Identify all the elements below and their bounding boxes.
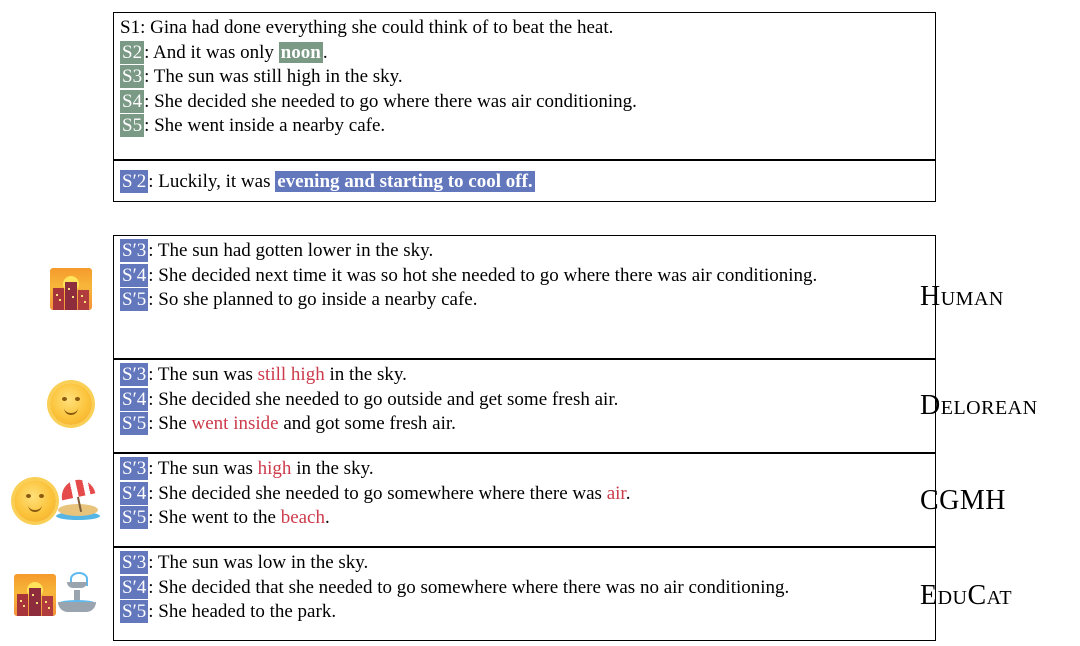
changed-span: still high [257,364,325,385]
result-row-delorean [114,358,935,452]
generated-sentence [120,576,930,601]
sentence-text: . [625,482,631,504]
sentence-tag: S′4 [122,482,147,504]
sentence-text: in the sky. [291,458,374,479]
counterfactual-sentence [114,159,935,201]
sentence-s5 [120,114,930,139]
sentence-tag: S′4 [122,388,147,410]
s2-prime-text: : Luckily, it was [148,171,276,192]
generated-sentence [120,363,930,388]
sentence-s3 [120,65,930,90]
generated-sentence [120,239,930,264]
sentence-tag: S′3 [122,240,147,261]
sentence-tag: S′3 [122,458,147,479]
changed-span: air [606,482,626,504]
generated-sentence [120,412,930,437]
s3-tag: S3 [122,66,143,87]
sentence-text: : She decided next time it was so hot she needed to go where there was air conditioning. [148,264,818,286]
fountain-icon [56,570,98,614]
model-label: CGMH [920,485,1007,516]
sentence-text: : She headed to the park. [148,601,337,622]
sentence-tag: S′3 [122,552,147,573]
sentence-text: in the sky. [324,364,407,385]
beach-umbrella-icon [56,478,100,520]
s2-prime-highlight: evening and starting to cool off. [277,171,533,192]
sentence-text: : So she planned to go inside a nearby cafe. [148,289,478,310]
sentence-tag: S′3 [122,364,147,385]
s4-text: : She decided she needed to go where there was air conditioning. [144,90,637,112]
sentence-tag: S′4 [122,264,147,286]
sunset-icon [50,268,92,310]
sentence-text: : The sun was [148,458,258,479]
s2-end: . [322,41,328,63]
s4-tag: S4 [122,90,143,112]
s2-highlight: noon [280,41,321,63]
sentence-text: : The sun had gotten lower in the sky. [148,240,434,261]
changed-span: went inside [191,413,279,434]
context-box [113,12,936,202]
s2-text: : And it was only [144,41,279,63]
sentence-text: : She went to the [148,507,281,528]
s5-tag: S5 [122,115,143,136]
results-box [113,235,936,641]
s3-text: : The sun was still high in the sky. [144,66,403,87]
sentence-s1: S1: Gina had done everything she could think of to beat the heat. [120,17,614,38]
s5-text: : She went inside a nearby cafe. [144,115,386,136]
sunset-icon [14,574,56,616]
s2-prime-tag: S′2 [122,171,147,192]
sentence-text: : She decided she needed to go outside and get some fresh air. [148,388,619,410]
sentence-tag: S′5 [122,601,147,622]
generated-sentence [120,506,930,531]
model-label: EduCat [920,580,1013,611]
sentence-text: . [325,507,330,528]
generated-sentence [120,482,930,507]
sentence-s4 [120,90,930,115]
generated-sentence [120,457,930,482]
original-story [114,13,935,159]
generated-sentence [120,600,930,625]
s2-tag: S2 [122,41,143,63]
model-label: Human [920,281,1004,312]
sun-face-icon [50,383,92,425]
generated-sentence [120,264,930,289]
generated-sentence [120,388,930,413]
sentence-tag: S′5 [122,507,147,528]
result-row-educat [114,546,935,640]
sentence-tag: S′4 [122,576,147,598]
changed-span: beach [280,507,325,528]
sentence-s2 [120,41,930,66]
changed-span: high [257,458,292,479]
sentence-text: : The sun was [148,364,258,385]
result-row-cgmh [114,452,935,546]
sentence-tag: S′5 [122,289,147,310]
sentence-tag: S′5 [122,413,147,434]
sentence-text: : The sun was low in the sky. [148,552,369,573]
sentence-text: : She [148,413,192,434]
generated-sentence [120,288,930,313]
sentence-text: and got some fresh air. [278,413,456,434]
generated-sentence [120,551,930,576]
model-label: Delorean [920,390,1038,421]
sun-face-icon [14,480,56,522]
sentence-s2-prime [120,170,930,195]
sentence-text: : She decided that she needed to go somewhere where there was no air conditioning. [148,576,790,598]
result-row-human [114,236,935,358]
sentence-text: : She decided she needed to go somewhere where there was [148,482,607,504]
